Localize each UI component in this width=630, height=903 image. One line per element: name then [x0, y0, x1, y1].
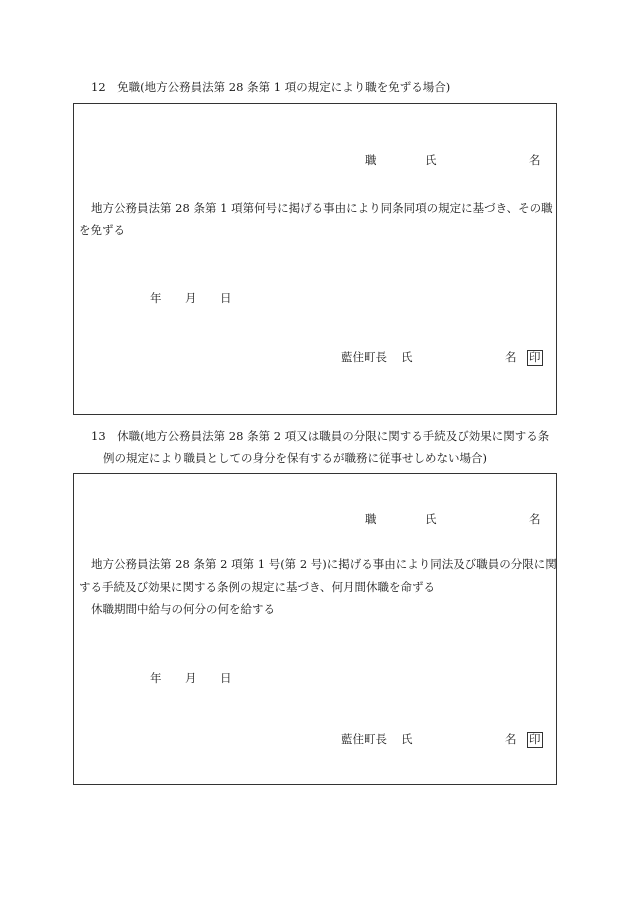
dismissal-body-line-1: 地方公務員法第 28 条第 1 項第何号に掲げる事由により同条同項の規定に基づき、その職 — [91, 201, 553, 215]
leave-body-line-3: 休職期間中給与の何分の何を給する — [91, 602, 275, 616]
signer-given-name-label: 名 — [505, 350, 517, 364]
date-day-label: 日 — [220, 291, 232, 305]
leave-body-line-2: する手続及び効果に関する条例の規定に基づき、何月間休職を命ずる — [79, 580, 436, 594]
dismissal-body-line-2: を免ずる — [79, 223, 125, 237]
section-12-heading: 12 免職(地方公務員法第 28 条第 1 項の規定により職を免ずる場合) — [91, 80, 451, 94]
label-position: 職 — [365, 512, 377, 526]
signer-surname-label: 氏 — [401, 350, 413, 364]
seal-mark — [527, 350, 543, 366]
signer-given-name-label: 名 — [505, 732, 517, 746]
date-day-label: 日 — [220, 671, 232, 685]
section-13-heading-line-1: 13 休職(地方公務員法第 28 条第 2 項又は職員の分限に関する手続及び効果に関する条 — [91, 429, 550, 443]
signer-title: 藍住町長 — [341, 732, 387, 746]
date-year-label: 年 — [150, 671, 162, 685]
leave-body-line-1: 地方公務員法第 28 条第 2 項第 1 号(第 2 号)に掲げる事由により同法及び職員の分限に関 — [91, 557, 557, 571]
section-13-heading-line-2: 例の規定により職員としての身分を保有するが職務に従事せしめない場合) — [103, 451, 487, 465]
label-surname: 氏 — [425, 512, 437, 526]
appointment-form-dismissal — [73, 103, 557, 415]
label-given-name: 名 — [529, 512, 541, 526]
signer-surname-label: 氏 — [401, 732, 413, 746]
date-month-label: 月 — [185, 291, 197, 305]
seal-icon: 印 — [529, 350, 541, 364]
seal-icon: 印 — [529, 732, 541, 746]
date-year-label: 年 — [150, 291, 162, 305]
appointment-form-leave — [73, 473, 557, 785]
date-month-label: 月 — [185, 671, 197, 685]
seal-mark — [527, 732, 543, 748]
label-surname: 氏 — [425, 153, 437, 167]
label-position: 職 — [365, 153, 377, 167]
label-given-name: 名 — [529, 153, 541, 167]
signer-title: 藍住町長 — [341, 350, 387, 364]
